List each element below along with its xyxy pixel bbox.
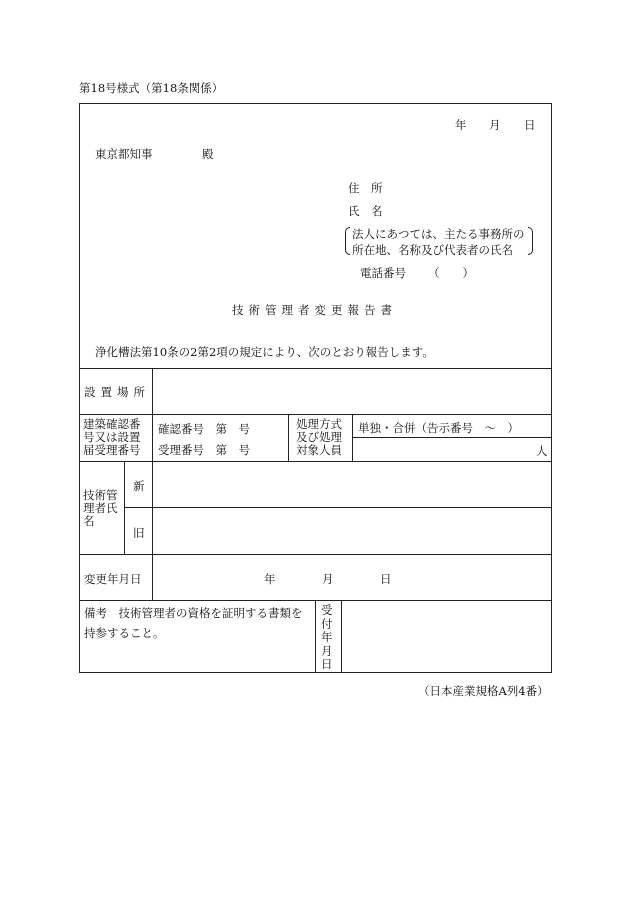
persons-unit: 人 [536,444,548,458]
confirm-number: 確認番号 第 号 [158,422,250,436]
form-number: 第18号様式（第18条関係） [79,81,224,95]
rule-manager-sub-col [124,461,125,554]
manager-label: 技術管 理者氏 名 [83,488,118,528]
rule-method-label-right [352,414,353,461]
phone-label: 電話番号 [360,266,406,280]
note-close-bracket [528,227,533,255]
addressee-name: 東京都知事 [95,147,153,161]
rule-method-label-left [288,414,289,461]
rule-confirm-bottom [79,461,552,462]
footer-note: （日本産業規格A列4番） [418,684,549,698]
remarks-line2: 持参すること。 [84,626,165,640]
report-title: 技術管理者変更報告書 [232,303,397,317]
rule-new-old-split [124,507,552,508]
old-label: 旧 [133,526,145,540]
name-label: 氏 名 [348,204,383,218]
corp-note-line2: 所在地、名称及び代表者の氏名 [352,243,513,257]
note-open-bracket [345,227,350,255]
addressee-honorific: 殿 [202,147,214,161]
date-month: 月 [489,118,501,132]
intro-text: 浄化槽法第10条の2第2項の規定により、次のとおり報告します。 [95,345,434,359]
receipt-number: 受理番号 第 号 [158,443,250,457]
change-date-label: 変更年月日 [84,572,142,586]
rule-label-col [152,368,153,600]
method-value: 単独・合併（告示番号 ～ ） [358,421,519,435]
rule-location-bottom [79,414,552,415]
change-year: 年 [264,572,276,586]
received-date-label: 受 付 年 月 日 [321,603,333,671]
address-label: 住 所 [348,181,383,195]
rule-received-left [315,600,316,673]
rule-manager-bottom [79,554,552,555]
remarks-line1: 備考 技術管理者の資格を証明する書類を [84,606,303,620]
confirm-label: 建築確認番 号又は設置 届受理番号 [83,417,141,457]
corp-note-line1: 法人にあつては、主たる事務所の [352,227,525,241]
rule-table-top [79,368,552,369]
date-year: 年 [455,118,467,132]
new-label: 新 [133,479,145,493]
date-day: 日 [524,118,536,132]
method-label: 処理方式 及び処理 対象人員 [296,417,342,457]
change-month: 月 [322,572,334,586]
rule-method-split [352,437,552,438]
location-label: 設置場所 [84,385,150,399]
phone-parens: （ ） [428,266,474,280]
change-day: 日 [380,572,392,586]
rule-received-right [341,600,342,673]
